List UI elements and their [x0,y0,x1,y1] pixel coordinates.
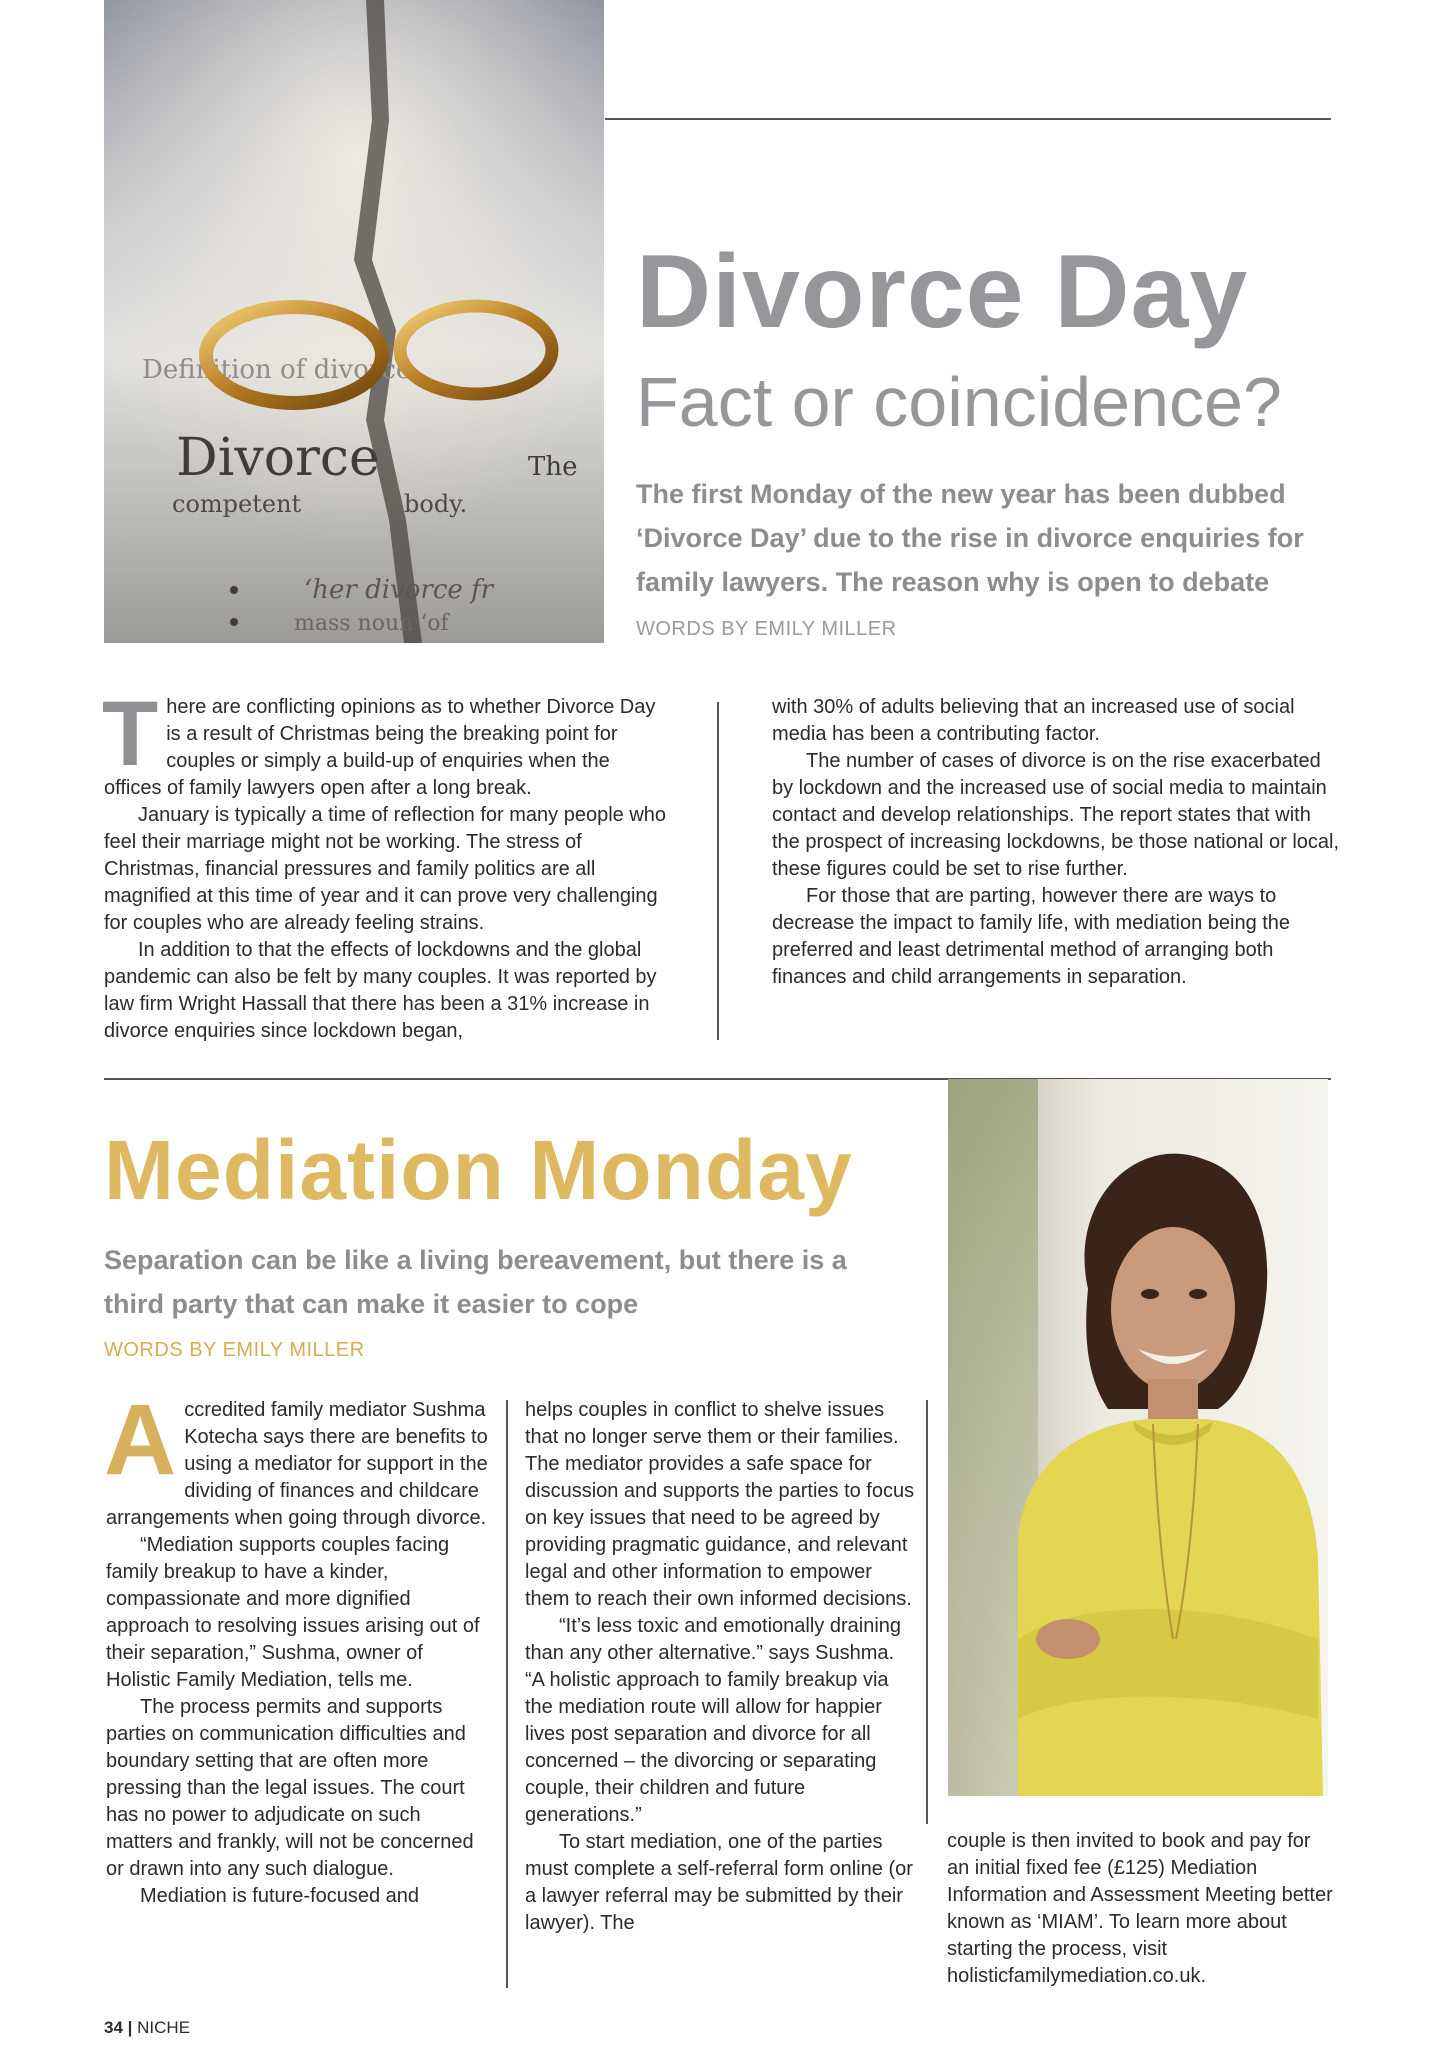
page-title-divorce-day: Divorce Day [636,234,1249,350]
article1-column1 [102,683,672,1045]
page-folio [104,2018,190,2038]
photo-text-definition: Definition of divorce [142,355,412,385]
column-divider [926,1400,928,1824]
wedding-rings-photo [104,0,604,643]
byline-divorce-day: WORDS BY EMILY MILLER [636,618,897,640]
page-title-mediation-monday: Mediation Monday [104,1123,853,1217]
page-number: 34 [104,2018,123,2037]
byline-mediation-monday: WORDS BY EMILY MILLER [104,1339,365,1361]
column-divider [717,702,719,1040]
article2-column1 [104,1384,492,1910]
photo-text-mass-noun: mass noun ‘of [294,611,449,636]
dropcap-a: A [104,1384,177,1496]
photo-text-body: body. [404,490,468,518]
article2-col3-p1: couple is then invited to book and pay for an initial fixed fee (£125) Mediation Information and Assessment Meeting better known as ‘MIAM’. To learn more about starting the process, visit holisticfamilymediation.co.uk. [947,1830,1333,1987]
photo-text-competent: competent [172,490,302,518]
article2-col1-p1: ccredited family mediator Sushma Kotecha says there are benefits to using a mediator for support in the dividing of finances and childcare arrangements when going through divorce. [106,1399,488,1529]
article2-col1-p4: Mediation is future-focused and [140,1885,420,1907]
article1-col2-p1: with 30% of adults believing that an increased use of social media has been a contributing factor. [772,696,1295,745]
article2-col2-p3: To start mediation, one of the parties must complete a self-referral form online (or a lawyer referral may be submitted by their lawyer). The [525,1831,913,1934]
photo-text-her-divorce: ‘her divorce fr [304,575,494,605]
article1-column2 [772,694,1340,991]
article2-column3 [947,1828,1337,1990]
article1-col2-p3: For those that are parting, however there are ways to decrease the impact to family life, with mediation being the preferred and least detrimental method of arranging both finances and child arrangements in separation. [772,885,1291,988]
article1-col2-p2: The number of cases of divorce is on the rise exacerbated by lockdown and the increased use of social media to maintain contact and develop relationships. The report states that with the prospect of increasing lockdowns, be those national or local, these figures could be set to rise further. [772,750,1340,880]
magazine-section: NICHE [137,2018,191,2037]
standfirst-divorce-day: The first Monday of the new year has been dubbed ‘Divorce Day’ due to the rise in divorce enquiries for family lawyers. The reason why is open to debate [636,479,1304,597]
dropcap-t: T [102,683,159,785]
folio-separator: | [127,2018,133,2037]
mediator-portrait-photo [948,1079,1328,1796]
article1-col1-p1: here are conflicting opinions as to whether Divorce Day is a result of Christmas being the breaking point for couples or simply a build-up of enquiries when the offices of family lawyers open after a long break. [104,696,656,799]
header-rule [605,118,1331,120]
article2-col2-p1: helps couples in conflict to shelve issues that no longer serve them or their families. The mediator provides a safe space for discussion and supports the parties to focus on key issues that need to be agreed by providing pragmatic guidance, and relevant legal and other information to empower them to reach their own informed decisions. [525,1399,915,1610]
subtitle-fact-or-coincidence: Fact or coincidence? [636,363,1282,441]
column-divider [506,1400,508,1988]
article1-col1-p3: In addition to that the effects of lockdowns and the global pandemic can also be felt by many couples. It was reported by law firm Wright Hassall that there has been a 31% increase in divorce enquiries since lockdown began, [104,939,657,1042]
article2-column2 [525,1397,915,1937]
article2-col2-p2: “It’s less toxic and emotionally draining than any other alternative.” says Sushma. “A holistic approach to family breakup via the mediation route will allow for happier lives post separation and divorce for all concerned – the divorcing or separating couple, their children and future generations.” [525,1615,902,1826]
photo-text-divorce: Divorce [176,428,380,488]
article2-col1-p2: “Mediation supports couples facing family breakup to have a kinder, compassionate and more dignified approach to resolving issues arising out of their separation,” Sushma, owner of Holistic Family Mediation, tells me. [106,1534,480,1691]
article1-col1-p2: January is typically a time of reflection for many people who feel their marriage might not be working. The stress of Christmas, financial pressures and family politics are all magnified at this time of year and it can prove very challenging for couples who are already feeling strains. [104,804,667,934]
photo-text-the: The [528,452,578,482]
standfirst-mediation-monday: Separation can be like a living bereavement, but there is a third party that can make it easier to cope [104,1245,847,1319]
article2-col1-p3: The process permits and supports parties on communication difficulties and boundary setting that are often more pressing than the legal issues. The court has no power to adjudicate on such matters and frankly, will not be concerned or drawn into any such dialogue. [106,1696,474,1880]
